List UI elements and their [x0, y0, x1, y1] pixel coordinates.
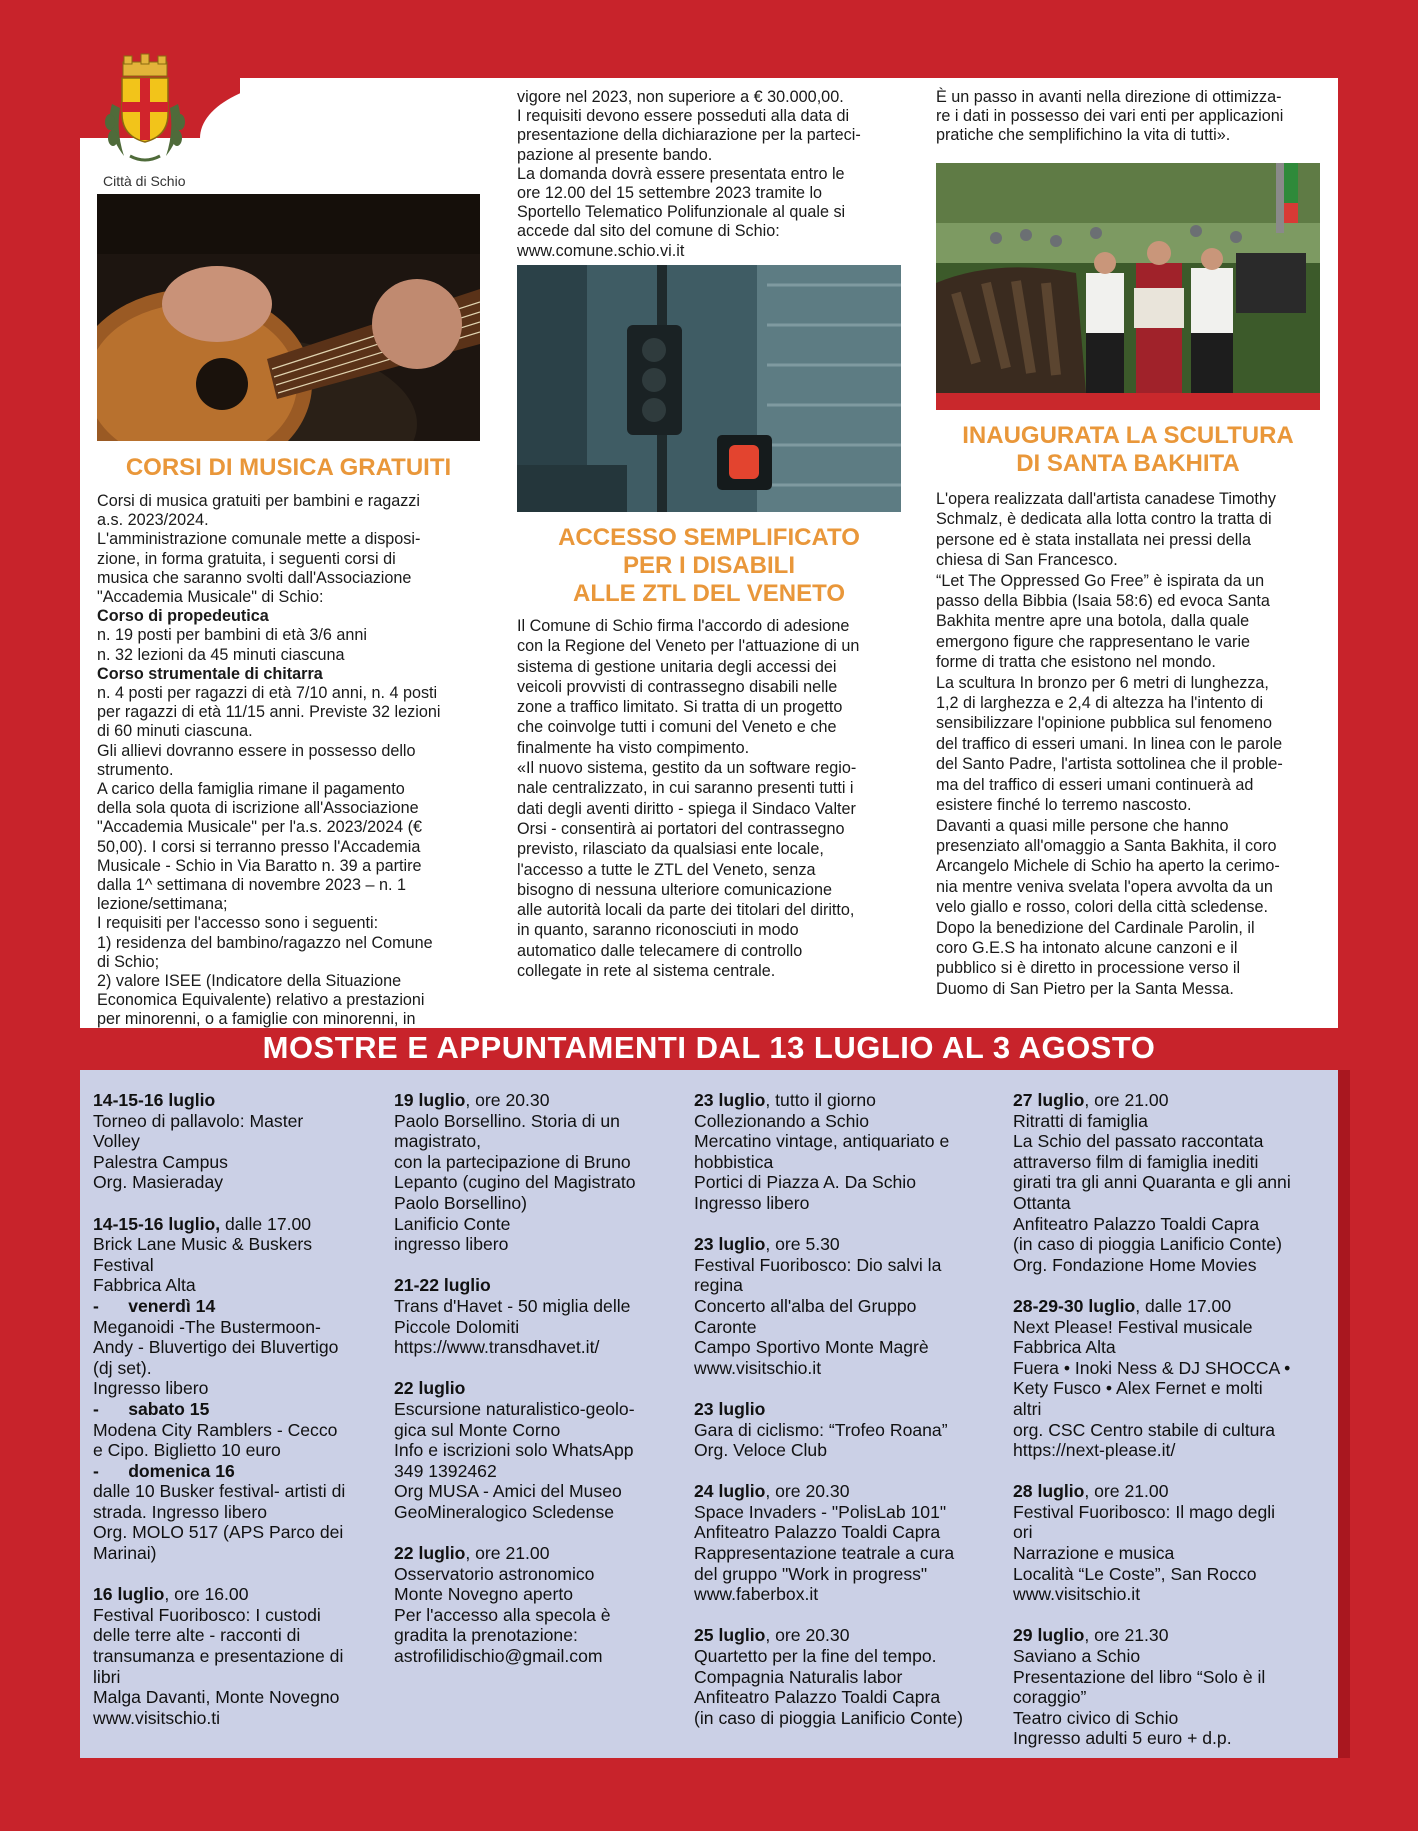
text-line: nale centralizzato, in cui saranno presenti tutti i	[517, 779, 854, 798]
headline-line: INAUGURATA LA SCULTURA	[962, 422, 1294, 449]
event-date-line	[1013, 1481, 1333, 1502]
text-line: Economica Equivalente) relativo a prestazioni	[97, 991, 425, 1010]
event-detail-line: Org. Veloce Club	[694, 1440, 828, 1461]
event-item	[694, 1090, 994, 1214]
event-day: - venerdì 14	[93, 1295, 216, 1316]
event-detail-line: coraggio”	[1013, 1687, 1087, 1708]
event-detail-line: Quartetto per la fine del tempo.	[694, 1646, 937, 1667]
event-detail-line: altri	[1013, 1398, 1042, 1419]
event-date: 24 luglio	[694, 1481, 766, 1502]
event-detail-line: Paolo Borsellino. Storia di un	[394, 1110, 620, 1131]
event-detail-line: ingresso libero	[394, 1234, 509, 1255]
headline-line: PER I DISABILI	[622, 552, 796, 579]
event-detail-line: Portici di Piazza A. Da Schio	[694, 1172, 916, 1193]
event-detail-line: Mercatino vintage, antiquariato e	[694, 1131, 950, 1152]
guitar-photo	[97, 194, 480, 441]
event-detail-line: girati tra gli anni Quaranta e gli anni	[1013, 1172, 1291, 1193]
event-time: , ore 21.00	[1084, 1090, 1169, 1110]
event-detail-line: del gruppo "Work in progress"	[694, 1563, 928, 1584]
event-detail-line: Andy - Bluvertigo dei Bluvertigo	[93, 1337, 339, 1358]
event-item	[394, 1275, 684, 1357]
event-date: 22 luglio	[394, 1543, 466, 1564]
event-detail-line: gica sul Monte Corno	[394, 1419, 561, 1440]
event-date-line	[1013, 1625, 1333, 1646]
event-date-line	[394, 1543, 684, 1564]
text-line: 50,00). I corsi si terranno presso l'Accademia	[97, 837, 421, 856]
event-detail-line: (in caso di pioggia Lanificio Conte)	[1013, 1234, 1282, 1255]
event-detail-line: Compagnia Naturalis labor	[694, 1666, 903, 1687]
event-time: , ore 5.30	[765, 1234, 840, 1255]
text-line: per minorenni, o a famiglie con minorenni, in	[97, 1010, 416, 1029]
text-line: I requisiti devono essere posseduti alla data di	[517, 107, 850, 126]
text-line: I requisiti per l'accesso sono i seguenti:	[97, 914, 379, 933]
event-detail-line: Festival Fuoribosco: I custodi	[93, 1604, 321, 1625]
event-detail-line: Ingresso adulti 5 euro + d.p.	[1013, 1728, 1232, 1749]
events-column	[1013, 1090, 1333, 1770]
events-panel-shadow	[1338, 1070, 1350, 1758]
text-line: sensibilizzare l'opinione pubblica sul fenomeno	[936, 714, 1273, 733]
event-item	[93, 1214, 383, 1564]
text-line: del traffico di esseri umani. In linea con le parole	[936, 734, 1283, 753]
event-detail-line: Trans d'Havet - 50 miglia delle	[394, 1295, 631, 1316]
event-detail-line: Lanificio Conte	[394, 1213, 511, 1234]
event-detail-line: Anfiteatro Palazzo Toaldi Capra	[694, 1687, 941, 1708]
text-line: velo giallo e rosso, colori della città scledense.	[936, 898, 1269, 917]
text-line: Musicale - Schio in Via Baratto n. 39 a partire	[97, 856, 422, 875]
text-line: finalmente ha visto compimento.	[517, 738, 750, 757]
text-line: Il Comune di Schio firma l'accordo di adesione	[517, 617, 850, 635]
text-line: pubblico si è diretto in processione verso il	[936, 959, 1241, 978]
event-day: - sabato 15	[93, 1398, 210, 1419]
event-detail-line: https://www.transdhavet.it/	[394, 1337, 600, 1358]
event-date: 22 luglio	[394, 1378, 466, 1399]
text-line: Davanti a quasi mille persone che hanno	[936, 816, 1229, 835]
text-line: passo della Bibbia (Isaia 58:6) ed evoca Santa	[936, 592, 1270, 611]
event-detail-line: Fabbrica Alta	[1013, 1337, 1116, 1358]
text-line: forme di tratta che esistono nel mondo.	[936, 653, 1216, 672]
text-line: sistema di gestione unitaria degli accessi dei	[517, 657, 837, 676]
text-line: nia mentre veniva svelata l'opera avvolta da un	[936, 877, 1273, 896]
event-date: 14-15-16 luglio	[93, 1090, 216, 1110]
city-name-label: Città di Schio	[103, 173, 186, 189]
event-date: 29 luglio	[1013, 1625, 1085, 1646]
ztl-article-body	[517, 616, 901, 981]
event-date-line	[1013, 1090, 1333, 1111]
event-item	[93, 1584, 383, 1728]
headline-line: DI SANTA BAKHITA	[1016, 450, 1240, 477]
event-detail-line: www.visitschio.it	[1013, 1584, 1141, 1605]
text-line: n. 32 lezioni da 45 minuti ciascuna	[97, 645, 345, 664]
text-line: Corsi di musica gratuiti per bambini e ragazzi	[97, 492, 420, 510]
event-detail-line: Modena City Ramblers - Cecco	[93, 1419, 338, 1440]
event-detail-line: Ritratti di famiglia	[1013, 1110, 1148, 1131]
event-date: 21-22 luglio	[394, 1275, 491, 1296]
shield-icon	[122, 78, 168, 142]
text-line: La scultura In bronzo per 6 metri di lunghezza,	[936, 673, 1269, 692]
text-line: che coinvolge tutti i comuni del Veneto e che	[517, 718, 837, 737]
music-headline: CORSI DI MUSICA GRATUITI	[125, 454, 452, 481]
event-detail-line: Festival Fuoribosco: Il mago degli	[1013, 1501, 1276, 1522]
ztl-conclusion-text	[936, 88, 1320, 146]
text-line: Gli allievi dovranno essere in possesso dello	[97, 741, 416, 760]
text-line: zione, in forma gratuita, i seguenti corsi di	[97, 549, 396, 568]
event-detail-line: magistrato,	[394, 1131, 482, 1152]
event-date-line	[694, 1234, 994, 1255]
event-item	[394, 1090, 684, 1255]
text-line: lezione/settimana;	[97, 895, 228, 914]
event-item	[694, 1399, 994, 1461]
event-detail-line: Festival Fuoribosco: Dio salvi la	[694, 1254, 942, 1275]
event-time: , ore 21.30	[1084, 1625, 1169, 1646]
course-title: Corso strumentale di chitarra	[97, 664, 323, 683]
events-title: MOSTRE E APPUNTAMENTI DAL 13 LUGLIO AL 3 AGOSTO	[262, 1030, 1156, 1065]
text-line: n. 4 posti per ragazzi di età 7/10 anni, n. 4 posti	[97, 684, 438, 703]
event-date: 23 luglio	[694, 1090, 766, 1110]
event-date-line	[394, 1275, 684, 1296]
event-date: 23 luglio	[694, 1398, 766, 1419]
event-item	[394, 1378, 684, 1522]
event-detail-line: Gara di ciclismo: “Trofeo Roana”	[694, 1419, 948, 1440]
event-detail-line: Festival	[93, 1254, 154, 1275]
event-detail-line: Kety Fusco • Alex Fernet e molti	[1013, 1378, 1263, 1399]
text-line: di 60 minuti ciascuna.	[97, 722, 253, 741]
event-date: 28 luglio	[1013, 1481, 1085, 1502]
event-detail-line: Malga Davanti, Monte Novegno	[93, 1687, 340, 1708]
ztl-continued-text	[517, 88, 901, 261]
text-line: 1,2 di larghezza e 2,4 di altezza ha l'intento di	[936, 694, 1264, 713]
text-line: Dopo la benedizione del Cardinale Parolin, il	[936, 918, 1255, 937]
event-detail-line: Escursione naturalistico-geolo-	[394, 1398, 635, 1419]
event-date-line	[694, 1090, 994, 1111]
headline-line: ALLE ZTL DEL VENETO	[572, 580, 846, 607]
event-detail-line: Brick Lane Music & Buskers	[93, 1234, 313, 1255]
event-time: , ore 20.30	[765, 1481, 850, 1502]
text-line: veicoli provvisti di contrassegno disabili nelle	[517, 677, 838, 696]
events-column	[93, 1090, 383, 1749]
text-line: in quanto, saranno riconosciuti in modo	[517, 921, 799, 940]
event-detail-line: Torneo di pallavolo: Master	[93, 1110, 304, 1131]
event-date-line	[694, 1399, 994, 1420]
event-detail-line: org. CSC Centro stabile di cultura	[1013, 1419, 1276, 1440]
text-line: Duomo di San Pietro per la Santa Messa.	[936, 979, 1234, 998]
text-line: accede dal sito del comune di Schio:	[517, 222, 780, 241]
event-detail-line: transumanza e presentazione di	[93, 1646, 344, 1667]
event-detail-line: Next Please! Festival musicale	[1013, 1316, 1253, 1337]
event-detail-line: https://next-please.it/	[1013, 1440, 1176, 1461]
text-line: vigore nel 2023, non superiore a € 30.000,00.	[517, 88, 844, 106]
text-line: alle autorità locali da parte dei titolari del diritto,	[517, 901, 855, 920]
event-detail-line: libri	[93, 1666, 121, 1687]
event-time: , ore 20.30	[765, 1625, 850, 1646]
text-line: L'amministrazione comunale mette a disposi-	[97, 530, 421, 549]
text-line: 1) residenza del bambino/ragazzo nel Comune	[97, 933, 433, 952]
text-line: strumento.	[97, 760, 174, 779]
text-line: a.s. 2023/2024.	[97, 511, 209, 530]
event-detail-line: Fuera • Inoki Ness & DJ SHOCCA •	[1013, 1357, 1291, 1378]
event-date-line	[394, 1378, 684, 1399]
text-line: Orsi - consentirà ai portatori del contrassegno	[517, 819, 845, 838]
event-detail-line: Space Invaders - "PolisLab 101"	[694, 1501, 947, 1522]
text-line: con la Regione del Veneto per l'attuazione di un	[517, 637, 860, 656]
event-detail-line: Piccole Dolomiti	[394, 1316, 520, 1337]
text-line: "Accademia Musicale" per l'a.s. 2023/2024 (€	[97, 818, 423, 837]
event-date: 27 luglio	[1013, 1090, 1085, 1110]
event-date: 19 luglio	[394, 1090, 466, 1110]
event-detail-line: gradita la prenotazione:	[394, 1625, 578, 1646]
event-item	[1013, 1296, 1333, 1461]
event-day-heading	[93, 1399, 383, 1420]
event-detail-line: www.visitschio.it	[694, 1357, 822, 1378]
text-line: 2) valore ISEE (Indicatore della Situazione	[97, 972, 402, 991]
text-line: ore 12.00 del 15 settembre 2023 tramite lo	[517, 184, 823, 203]
event-detail-line: ori	[1013, 1522, 1033, 1543]
text-line: l'accesso a tutte le ZTL del Veneto, senza	[517, 860, 816, 879]
text-line: pratiche che semplifichino la vita di tutti».	[936, 126, 1231, 145]
text-line: collegate in rete al sistema centrale.	[517, 962, 776, 981]
text-line: A carico della famiglia rimane il pagamento	[97, 780, 405, 799]
event-detail-line: La Schio del passato raccontata	[1013, 1131, 1264, 1152]
event-detail-line: con la partecipazione di Bruno	[394, 1151, 631, 1172]
event-time: , dalle 17.00	[1135, 1295, 1232, 1316]
text-line: del Santo Padre, l'artista sottolinea che il proble-	[936, 755, 1283, 774]
event-item	[1013, 1625, 1333, 1749]
event-detail-line: Anfiteatro Palazzo Toaldi Capra	[1013, 1213, 1260, 1234]
event-detail-line: Per l'accesso alla specola è	[394, 1604, 611, 1625]
event-item	[93, 1090, 383, 1193]
event-date-line	[394, 1090, 684, 1111]
text-line: Bakhita mentre apre una botola, dalla quale	[936, 612, 1250, 631]
text-line: emergono figure che rappresentano le varie	[936, 632, 1251, 651]
event-detail-line: delle terre alte - racconti di	[93, 1625, 301, 1646]
event-time: , ore 16.00	[164, 1584, 249, 1605]
event-detail-line: 349 1392462	[394, 1460, 497, 1481]
event-item	[694, 1625, 994, 1728]
event-detail-line: (dj set).	[93, 1357, 152, 1378]
text-line: Arcangelo Michele di Schio ha aperto la cerimo-	[936, 857, 1280, 876]
event-time: , ore 21.00	[465, 1543, 550, 1564]
text-line: bisogno di nessuna ulteriore comunicazione	[517, 880, 832, 899]
event-date-line	[1013, 1296, 1333, 1317]
event-date: 16 luglio	[93, 1584, 165, 1605]
event-item	[394, 1543, 684, 1667]
event-detail-line: Marinai)	[93, 1543, 157, 1564]
text-line: chiesa di San Francesco.	[936, 551, 1118, 570]
sculpture-ceremony-photo	[936, 163, 1320, 410]
text-line: pazione al presente bando.	[517, 145, 713, 164]
event-detail-line: Org. Masieraday	[93, 1172, 224, 1193]
event-item	[1013, 1090, 1333, 1275]
text-line: «Il nuovo sistema, gestito da un software regio-	[517, 759, 857, 778]
text-line: della sola quota di iscrizione all'Associazione	[97, 799, 419, 818]
events-column	[694, 1090, 994, 1749]
event-detail-line: attraverso film di famiglia inediti	[1013, 1151, 1259, 1172]
text-line: per ragazzi di età 11/15 anni. Previste 32 lezioni	[97, 703, 441, 722]
event-detail-line: Lepanto (cugino del Magistrato	[394, 1172, 636, 1193]
bakhita-article-body	[936, 489, 1320, 999]
event-item	[694, 1481, 994, 1605]
text-line: La domanda dovrà essere presentata entro le	[517, 164, 845, 183]
text-line: presentazione della dichiarazione per la parteci-	[517, 126, 861, 145]
event-item	[1013, 1481, 1333, 1605]
text-line: dalla 1^ settimana di novembre 2023 – n. 1	[97, 876, 407, 895]
event-detail-line: strada. Ingresso libero	[93, 1501, 268, 1522]
text-line: previsto, rilasciato da qualsiasi ente locale,	[517, 840, 824, 859]
event-detail-line: GeoMineralogico Scledense	[394, 1501, 615, 1522]
event-detail-line: Ingresso libero	[694, 1192, 810, 1213]
event-time: , ore 20.30	[465, 1090, 550, 1110]
ztl-headline	[517, 524, 901, 608]
text-line: musica che saranno svolti dall'Associazione	[97, 568, 412, 587]
text-line: "Accademia Musicale" di Schio:	[97, 588, 324, 607]
event-day-heading	[93, 1461, 383, 1482]
event-date: 14-15-16 luglio,	[93, 1213, 221, 1234]
event-detail-line: Meganoidi -The Bustermoon-	[93, 1316, 321, 1337]
music-article-body	[97, 492, 480, 1030]
text-line: automatico dalle telecamere di controllo	[517, 941, 803, 960]
crown-icon	[123, 54, 167, 76]
event-detail-line: Concerto all'alba del Gruppo	[694, 1295, 917, 1316]
event-date: 23 luglio	[694, 1234, 766, 1255]
event-date-line	[694, 1481, 994, 1502]
event-detail-line: Fabbrica Alta	[93, 1275, 196, 1296]
event-detail-line: regina	[694, 1275, 743, 1296]
event-detail-line: Palestra Campus	[93, 1151, 228, 1172]
event-detail-line: Anfiteatro Palazzo Toaldi Capra	[694, 1522, 941, 1543]
text-line: esistere finché lo terremo nascosto.	[936, 796, 1192, 815]
city-crest-logo	[90, 52, 200, 192]
text-line: “Let The Oppressed Go Free” è ispirata da un	[936, 571, 1265, 590]
headline-line: ACCESSO SEMPLIFICATO	[558, 524, 860, 551]
event-day-heading	[93, 1296, 383, 1317]
event-detail-line: (in caso di pioggia Lanificio Conte)	[694, 1707, 963, 1728]
event-detail-line: e Cipo. Biglietto 10 euro	[93, 1440, 281, 1461]
event-detail-line: Saviano a Schio	[1013, 1646, 1141, 1667]
course-title: Corso di propedeutica	[97, 607, 269, 626]
text-line: Sportello Telematico Polifunzionale al quale si	[517, 203, 846, 222]
event-detail-line: hobbistica	[694, 1151, 774, 1172]
event-detail-line: Org. MOLO 517 (APS Parco dei	[93, 1522, 344, 1543]
event-detail-line: Narrazione e musica	[1013, 1543, 1175, 1564]
text-line: È un passo in avanti nella direzione di ottimizza-	[936, 88, 1282, 106]
event-detail-line: Osservatorio astronomico	[394, 1563, 595, 1584]
event-detail-line: Collezionando a Schio	[694, 1110, 870, 1131]
event-detail-line: astrofilidischio@gmail.com	[394, 1646, 603, 1667]
event-date-line	[93, 1214, 383, 1235]
text-line: di Schio;	[97, 952, 160, 971]
text-line: ma del traffico di esseri umani continuerà ad	[936, 775, 1254, 794]
event-detail-line: dalle 10 Busker festival- artisti di	[93, 1481, 346, 1502]
traffic-light-photo	[517, 265, 901, 512]
text-line: L'opera realizzata dall'artista canadese Timothy	[936, 490, 1277, 508]
event-detail-line: Paolo Borsellino)	[394, 1192, 528, 1213]
text-line: re i dati in possesso dei vari enti per applicazioni	[936, 107, 1284, 126]
event-date-line	[93, 1584, 383, 1605]
event-day: - domenica 16	[93, 1460, 235, 1481]
text-line: www.comune.schio.vi.it	[517, 241, 685, 260]
text-line: dati degli aventi diritto - spiega il Sindaco Valter	[517, 799, 856, 818]
event-time: dalle 17.00	[220, 1213, 312, 1234]
event-detail-line: www.visitschio.ti	[93, 1707, 221, 1728]
text-line: zone a traffico limitato. Si tratta di un progetto	[517, 698, 843, 717]
event-detail-line: Rappresentazione teatrale a cura	[694, 1543, 955, 1564]
event-detail-line: Volley	[93, 1131, 140, 1152]
text-line: coro G.E.S ha intonato alcune canzoni e il	[936, 938, 1238, 957]
event-date: 28-29-30 luglio	[1013, 1295, 1136, 1316]
event-detail-line: Ottanta	[1013, 1192, 1071, 1213]
event-detail-line: Org MUSA - Amici del Museo	[394, 1481, 622, 1502]
event-detail-line: Info e iscrizioni solo WhatsApp	[394, 1440, 634, 1461]
event-detail-line: www.faberbox.it	[694, 1584, 819, 1605]
event-detail-line: Ingresso libero	[93, 1378, 209, 1399]
bakhita-headline	[936, 422, 1320, 478]
event-detail-line: Campo Sportivo Monte Magrè	[694, 1337, 929, 1358]
event-detail-line: Presentazione del libro “Solo è il	[1013, 1666, 1266, 1687]
event-detail-line: Teatro civico di Schio	[1013, 1707, 1179, 1728]
event-detail-line: Località “Le Coste”, San Rocco	[1013, 1563, 1257, 1584]
event-time: , ore 21.00	[1084, 1481, 1169, 1502]
event-date: 25 luglio	[694, 1625, 766, 1646]
event-date-line	[93, 1090, 383, 1111]
text-line: persone ed è stata installata nei pressi della	[936, 530, 1251, 549]
event-detail-line: Monte Novegno aperto	[394, 1584, 573, 1605]
text-line: n. 19 posti per bambini di età 3/6 anni	[97, 626, 367, 645]
event-detail-line: Org. Fondazione Home Movies	[1013, 1254, 1257, 1275]
text-line: presenziato all'omaggio a Santa Bakhita, il coro	[936, 836, 1277, 855]
event-item	[694, 1234, 994, 1378]
events-column	[394, 1090, 684, 1687]
event-time: , tutto il giorno	[765, 1090, 876, 1110]
event-detail-line: Caronte	[694, 1316, 757, 1337]
text-line: Schmalz, è dedicata alla lotta contro la tratta di	[936, 510, 1272, 529]
event-date-line	[694, 1625, 994, 1646]
